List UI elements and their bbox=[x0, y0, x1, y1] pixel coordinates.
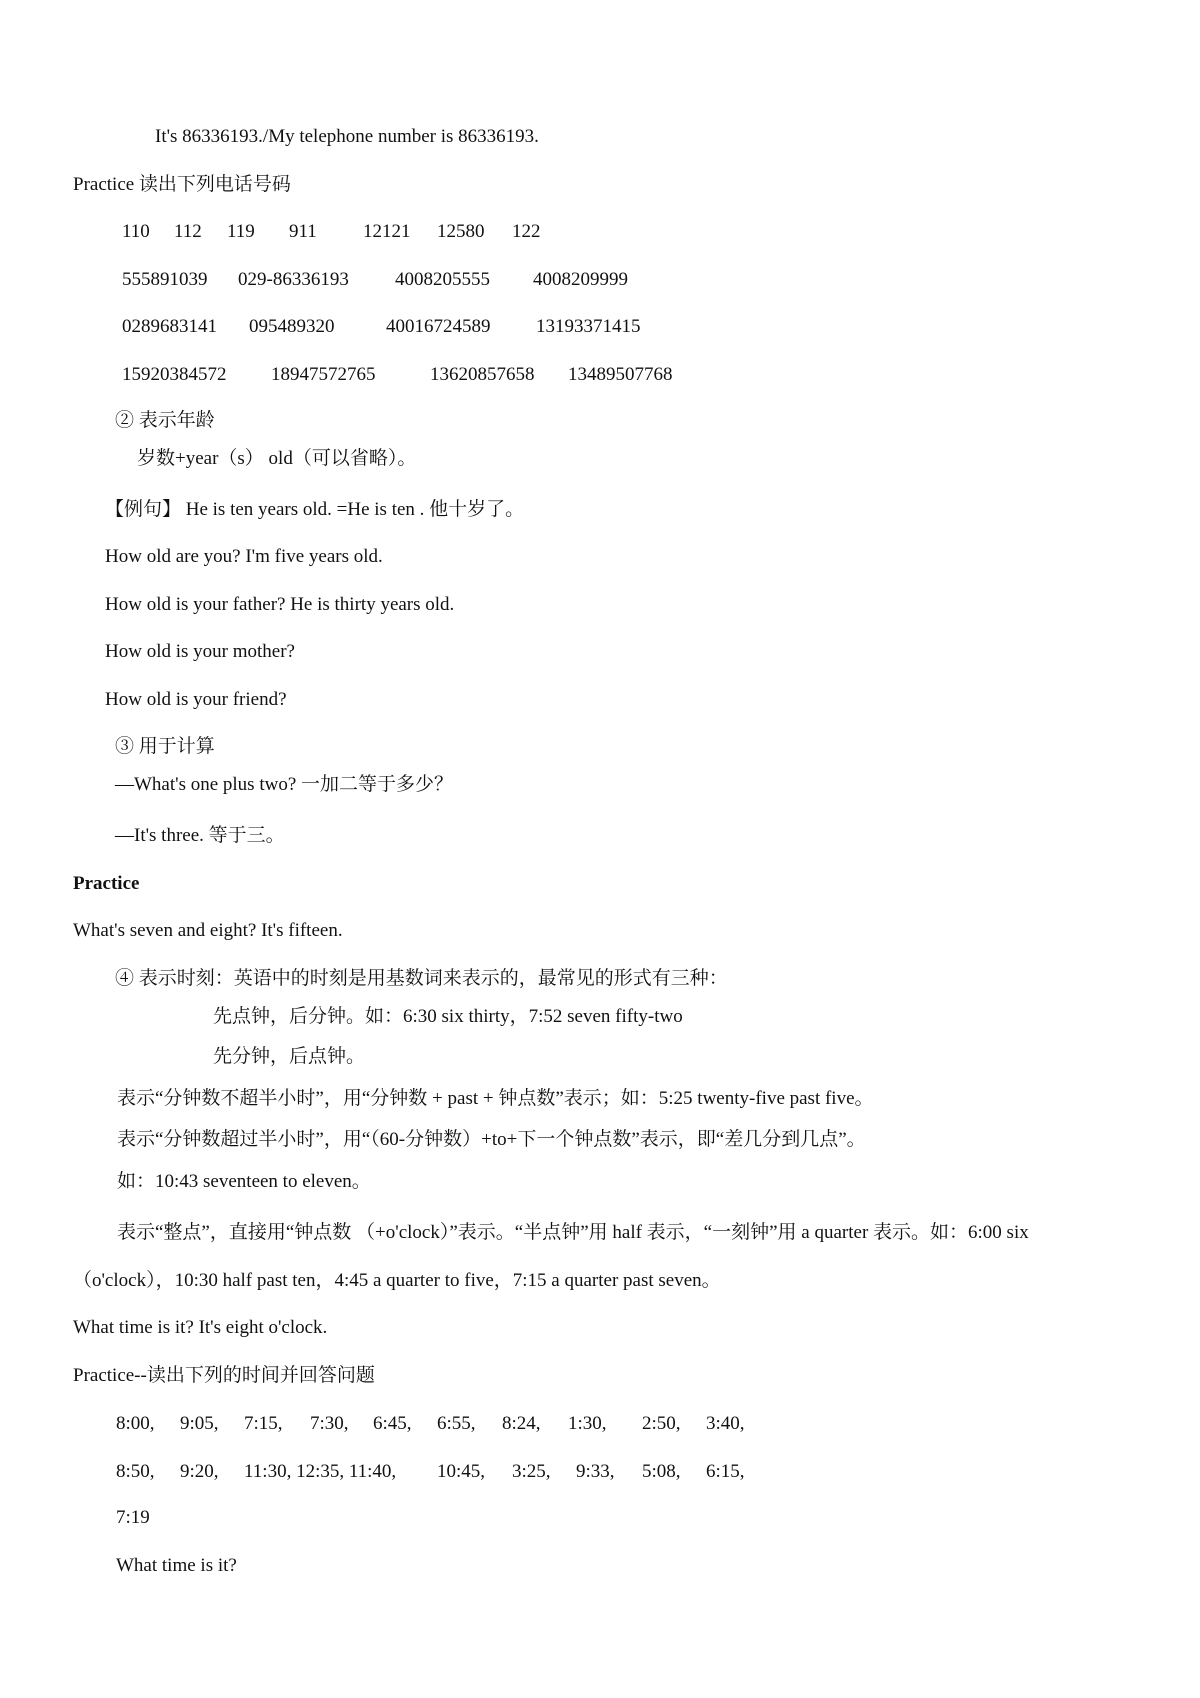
phone-number: 13489507768 bbox=[568, 364, 673, 385]
section-heading-age: ② 表示年龄 bbox=[115, 410, 215, 431]
time-value: 10:45, bbox=[437, 1461, 486, 1482]
time-example-sentence: What time is it? It's eight o'clock. bbox=[73, 1317, 328, 1338]
phone-number: 095489320 bbox=[249, 316, 335, 337]
calculation-question: —What's one plus two? 一加二等于多少？ bbox=[115, 774, 454, 795]
time-rule-past: 表示“分钟数不超半小时”，用“分钟数 + past + 钟点数”表示；如：5:25 twenty-five past five。 bbox=[117, 1088, 874, 1109]
phone-number: 40016724589 bbox=[386, 316, 491, 337]
time-rule-oclock-examples: （o'clock），10:30 half past ten，4:45 a quarter to five，7:15 a quarter past seven。 bbox=[73, 1270, 721, 1291]
time-value: 6:45, bbox=[373, 1413, 412, 1434]
age-question-4: How old is your friend? bbox=[105, 689, 287, 710]
phone-number: 12580 bbox=[437, 221, 485, 242]
phone-number: 110 bbox=[122, 221, 150, 242]
time-value-last: 7:19 bbox=[116, 1507, 150, 1528]
section-heading-time: ④ 表示时刻：英语中的时刻是用基数词来表示的，最常见的形式有三种： bbox=[115, 968, 728, 989]
phone-number: 13193371415 bbox=[536, 316, 641, 337]
time-rule-oclock: 表示“整点”，直接用“钟点数 （+o'clock）”表示。“半点钟”用 half 表示，“一刻钟”用 a quarter 表示。如：6:00 six bbox=[117, 1222, 1029, 1243]
section-heading-calculation: ③ 用于计算 bbox=[115, 736, 215, 757]
time-value: 8:00, bbox=[116, 1413, 155, 1434]
example-sentence-age: 【例句】 He is ten years old. =He is ten . 他十岁了。 bbox=[105, 499, 525, 520]
age-question-1: How old are you? I'm five years old. bbox=[105, 546, 383, 567]
time-value: 2:50, bbox=[642, 1413, 681, 1434]
phone-number: 13620857658 bbox=[430, 364, 535, 385]
age-question-2: How old is your father? He is thirty years old. bbox=[105, 594, 455, 615]
phone-number: 4008209999 bbox=[533, 269, 628, 290]
time-rule-2: 先分钟，后点钟。 bbox=[213, 1046, 366, 1067]
phone-number: 122 bbox=[512, 221, 541, 242]
time-value: 3:25, bbox=[512, 1461, 551, 1482]
practice-heading-phone: Practice 读出下列电话号码 bbox=[73, 174, 291, 195]
phone-number: 029-86336193 bbox=[238, 269, 349, 290]
time-question: What time is it? bbox=[116, 1555, 237, 1576]
time-value: 1:30, bbox=[568, 1413, 607, 1434]
time-value: 9:33, bbox=[576, 1461, 615, 1482]
time-value: 6:55, bbox=[437, 1413, 476, 1434]
age-question-3: How old is your mother? bbox=[105, 641, 295, 662]
calculation-answer: —It's three. 等于三。 bbox=[115, 825, 285, 846]
practice-heading-bold: Practice bbox=[73, 873, 140, 894]
phone-number: 12121 bbox=[363, 221, 411, 242]
phone-number: 555891039 bbox=[122, 269, 208, 290]
phone-number: 4008205555 bbox=[395, 269, 490, 290]
time-value: 8:50, bbox=[116, 1461, 155, 1482]
phone-number: 18947572765 bbox=[271, 364, 376, 385]
time-rule-1: 先点钟，后分钟。如：6:30 six thirty，7:52 seven fifty-two bbox=[213, 1006, 683, 1027]
time-value: 3:40, bbox=[706, 1413, 745, 1434]
calculation-practice: What's seven and eight? It's fifteen. bbox=[73, 920, 343, 941]
time-value: 7:30, bbox=[310, 1413, 349, 1434]
phone-number: 15920384572 bbox=[122, 364, 227, 385]
time-value: 9:05, bbox=[180, 1413, 219, 1434]
time-rule-to: 表示“分钟数超过半小时”，用“（60-分钟数）+to+下一个钟点数”表示，即“差几分到几点”。 bbox=[117, 1129, 866, 1150]
time-value: 5:08, bbox=[642, 1461, 681, 1482]
time-value: 6:15, bbox=[706, 1461, 745, 1482]
phone-number: 119 bbox=[227, 221, 255, 242]
time-value: 11:30, 12:35, 11:40, bbox=[244, 1461, 397, 1482]
practice-heading-time: Practice--读出下列的时间并回答问题 bbox=[73, 1365, 375, 1386]
time-value: 8:24, bbox=[502, 1413, 541, 1434]
phone-number: 0289683141 bbox=[122, 316, 217, 337]
time-value: 7:15, bbox=[244, 1413, 283, 1434]
time-rule-to-example: 如：10:43 seventeen to eleven。 bbox=[117, 1171, 371, 1192]
age-formula: 岁数+year（s） old（可以省略）。 bbox=[137, 448, 417, 469]
phone-number: 112 bbox=[174, 221, 202, 242]
time-value: 9:20, bbox=[180, 1461, 219, 1482]
example-telephone-line: It's 86336193./My telephone number is 86336193. bbox=[155, 126, 539, 147]
phone-number: 911 bbox=[289, 221, 317, 242]
